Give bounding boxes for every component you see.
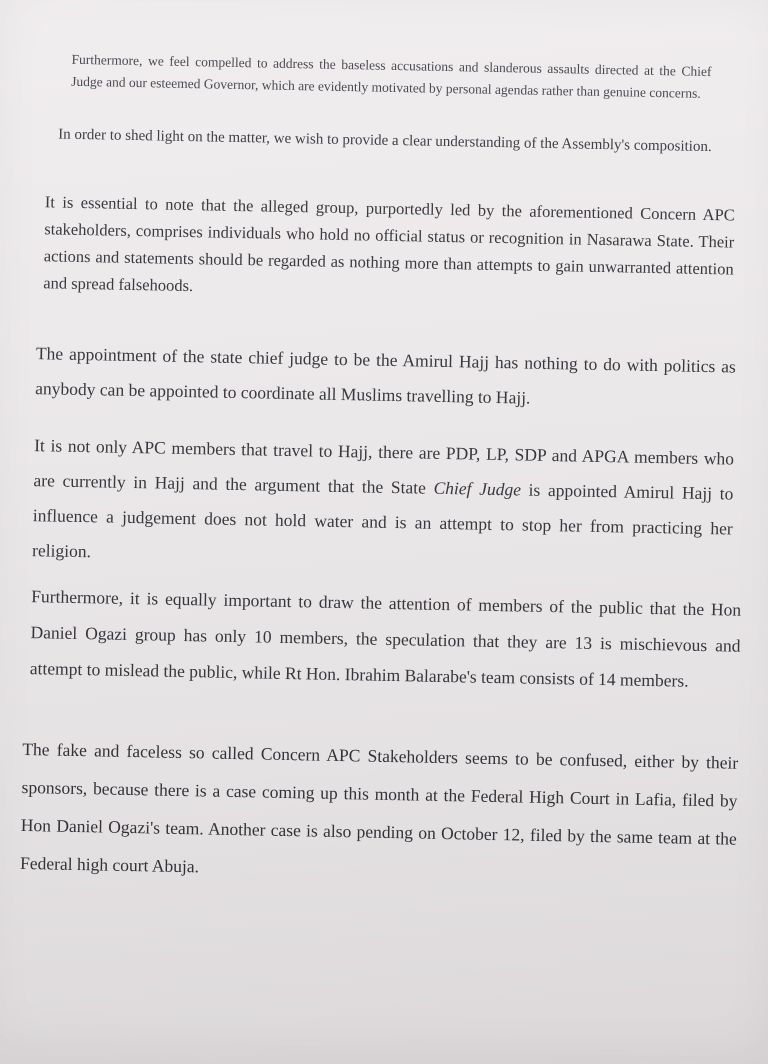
paragraph-5-text-start: It is not only APC members that travel to Hajj, there are PDP, LP, SDP and APGA members who are currently in Hajj and the argument that the State <box>33 435 735 498</box>
paragraph-3: It is essential to note that the alleged group, purportedly led by the aforementioned Concern APC stakeholders, comprises individuals who hold no official status or recognition in Nasarawa State. Their actions and statements should be regarded as nothing more than attempts to gain unwarranted attention and spread falsehoods. <box>43 192 735 296</box>
paragraph-4: The appointment of the state chief judge to be the Amirul Hajj has nothing to do with politics as anybody can be appointed to coordinate all Muslims travelling to Hajj. <box>35 343 737 408</box>
paragraph-2: In order to shed light on the matter, we wish to provide a clear understanding of the Assembly's composition. <box>57 126 712 156</box>
document-page <box>15 38 760 952</box>
paragraph-5-text-end: is appointed Amirul Hajj to influence a judgement does not hold water and is an attempt to stop her from practicing her religion. <box>31 479 734 562</box>
paragraph-5 <box>32 428 735 581</box>
paragraph-1: Furthermore, we feel compelled to address the baseless accusations and slanderous assaults directed at the Chief Judge and our esteemed Governor, which are evidently motivated by personal agendas rather than genuine concerns. <box>71 51 712 101</box>
paragraph-7: The fake and faceless so called Concern APC Stakeholders seems to be confused, either by their sponsors, because there is a case coming up this month at the Federal High Court in Lafia, filed by Hon Daniel Ogazi's team. Another case is also pending on October 12, filed by the same team at the Federal high court Abuja. <box>19 738 739 877</box>
paragraph-6: Furthermore, it is equally important to draw the attention of members of the public that the Hon Daniel Ogazi group has only 10 members, the speculation that they are 13 is mischievous and attempt to mislead the public, while Rt Hon. Ibrahim Balarabe's team consists of 14 members. <box>29 586 742 691</box>
paragraph-5-italic-text: Chief Judge <box>433 477 522 500</box>
